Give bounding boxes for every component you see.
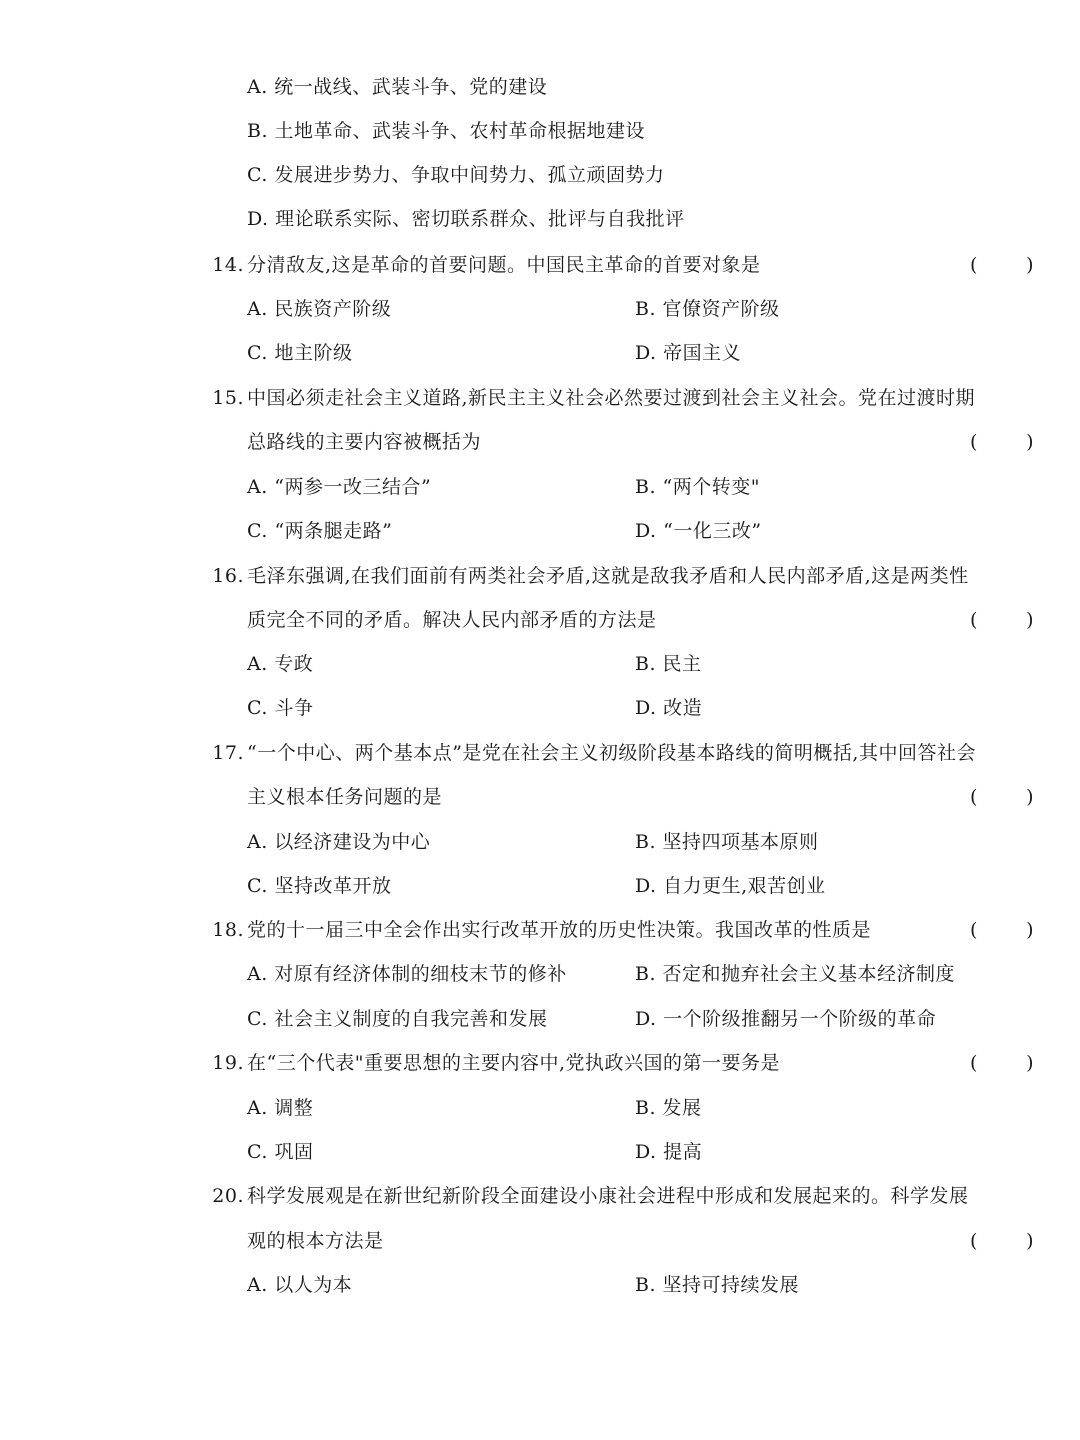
question-text: 在“三个代表"重要思想的主要内容中,党执政兴国的第一要务是 [247, 1052, 780, 1074]
option-c: C. 地主阶级 [247, 342, 353, 364]
answer-bracket[interactable] [970, 915, 1034, 945]
question-15-options-row [0, 516, 1080, 546]
question-text: 分清敌友,这是革命的首要问题。中国民主革命的首要对象是 [247, 254, 761, 276]
question-14-stem [0, 250, 1080, 280]
bracket-open: ( [970, 786, 978, 808]
prev-option-line [0, 72, 1080, 102]
bracket-open: ( [970, 1052, 978, 1074]
question-19-options-row [0, 1093, 1080, 1123]
question-15-stem-cont [0, 427, 1080, 457]
question-17-stem [0, 738, 1080, 768]
bracket-close: ) [1026, 1230, 1034, 1252]
question-number: 20. [212, 1185, 244, 1207]
option-b: B. 否定和抛弃社会主义基本经济制度 [635, 963, 956, 985]
bracket-close: ) [1026, 919, 1034, 941]
option-a: A. 以人为本 [247, 1274, 353, 1296]
question-17-stem-cont [0, 782, 1080, 812]
bracket-open: ( [970, 254, 978, 276]
option-d: D. 自力更生,艰苦创业 [635, 875, 826, 897]
answer-bracket[interactable] [970, 1226, 1034, 1256]
option-a: A. 调整 [247, 1097, 314, 1119]
prev-option-line [0, 204, 1080, 234]
question-number: 18. [212, 919, 244, 941]
option-d: D. 提高 [635, 1141, 703, 1163]
option-d: D. “一化三改” [635, 520, 762, 542]
option-d: D. 改造 [635, 697, 703, 719]
question-18-options-row [0, 959, 1080, 989]
answer-bracket[interactable] [970, 605, 1034, 635]
option-d: D. 理论联系实际、密切联系群众、批评与自我批评 [247, 208, 685, 230]
prev-option-line [0, 160, 1080, 190]
question-20-options-row [0, 1270, 1080, 1300]
option-a: A. 专政 [247, 653, 314, 675]
question-18-options-row [0, 1004, 1080, 1034]
question-text: 党的十一届三中全会作出实行改革开放的历史性决策。我国改革的性质是 [247, 919, 872, 941]
option-a: A. 以经济建设为中心 [247, 831, 431, 853]
option-b: B. 民主 [635, 653, 702, 675]
option-b: B. 坚持四项基本原则 [635, 831, 819, 853]
bracket-open: ( [970, 431, 978, 453]
question-18-stem [0, 915, 1080, 945]
question-15-stem [0, 383, 1080, 413]
option-d: D. 一个阶级推翻另一个阶级的革命 [635, 1008, 937, 1030]
option-c: C. 社会主义制度的自我完善和发展 [247, 1008, 548, 1030]
question-number: 14. [212, 254, 244, 276]
question-number: 16. [212, 565, 244, 587]
option-c: C. 斗争 [247, 697, 314, 719]
bracket-open: ( [970, 919, 978, 941]
question-number: 19. [212, 1052, 244, 1074]
answer-bracket[interactable] [970, 427, 1034, 457]
question-text: 主义根本任务问题的是 [247, 786, 443, 808]
question-16-stem-cont [0, 605, 1080, 635]
question-17-options-row [0, 871, 1080, 901]
answer-bracket[interactable] [970, 250, 1034, 280]
option-c: C. 巩固 [247, 1141, 314, 1163]
option-b: B. “两个转变" [635, 476, 760, 498]
bracket-open: ( [970, 609, 978, 631]
option-a: A. 统一战线、武装斗争、党的建设 [247, 76, 548, 98]
option-b: B. 土地革命、武装斗争、农村革命根据地建设 [247, 120, 646, 142]
option-c: C. 发展进步势力、争取中间势力、孤立顽固势力 [247, 164, 665, 186]
bracket-close: ) [1026, 1052, 1034, 1074]
option-b: B. 坚持可持续发展 [635, 1274, 800, 1296]
question-16-options-row [0, 649, 1080, 679]
question-text: 毛泽东强调,在我们面前有两类社会矛盾,这就是敌我矛盾和人民内部矛盾,这是两类性 [247, 565, 969, 587]
question-text: “一个中心、两个基本点”是党在社会主义初级阶段基本路线的简明概括,其中回答社会 [247, 742, 976, 764]
question-19-stem [0, 1048, 1080, 1078]
bracket-open: ( [970, 1230, 978, 1252]
option-b: B. 发展 [635, 1097, 702, 1119]
answer-bracket[interactable] [970, 1048, 1034, 1078]
option-c: C. 坚持改革开放 [247, 875, 392, 897]
question-16-options-row [0, 693, 1080, 723]
option-a: A. 对原有经济体制的细枝末节的修补 [247, 963, 567, 985]
option-c: C. “两条腿走路” [247, 520, 393, 542]
prev-option-line [0, 116, 1080, 146]
question-number: 17. [212, 742, 244, 764]
bracket-close: ) [1026, 431, 1034, 453]
question-text: 总路线的主要内容被概括为 [247, 431, 482, 453]
bracket-close: ) [1026, 786, 1034, 808]
option-a: A. “两参一改三结合” [247, 476, 432, 498]
answer-bracket[interactable] [970, 782, 1034, 812]
option-d: D. 帝国主义 [635, 342, 742, 364]
question-14-options-row [0, 294, 1080, 324]
bracket-close: ) [1026, 609, 1034, 631]
option-b: B. 官僚资产阶级 [635, 298, 780, 320]
question-20-stem [0, 1181, 1080, 1211]
question-text: 中国必须走社会主义道路,新民主主义社会必然要过渡到社会主义社会。党在过渡时期 [247, 387, 976, 409]
question-text: 质完全不同的矛盾。解决人民内部矛盾的方法是 [247, 609, 657, 631]
option-a: A. 民族资产阶级 [247, 298, 392, 320]
question-text: 科学发展观是在新世纪新阶段全面建设小康社会进程中形成和发展起来的。科学发展 [247, 1185, 969, 1207]
question-16-stem [0, 561, 1080, 591]
question-text: 观的根本方法是 [247, 1230, 384, 1252]
question-number: 15. [212, 387, 244, 409]
question-15-options-row [0, 472, 1080, 502]
bracket-close: ) [1026, 254, 1034, 276]
question-14-options-row [0, 338, 1080, 368]
question-19-options-row [0, 1137, 1080, 1167]
question-20-stem-cont [0, 1226, 1080, 1256]
question-17-options-row [0, 827, 1080, 857]
